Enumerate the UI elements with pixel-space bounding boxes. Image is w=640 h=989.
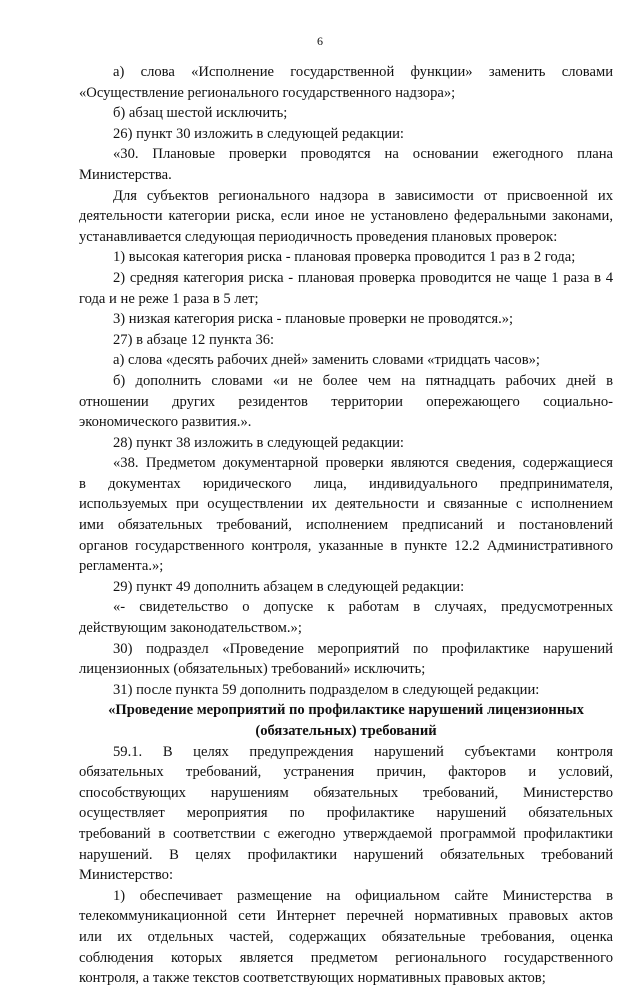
text-line: года и не реже 1 раза в 5 лет; — [79, 290, 259, 307]
text-line: нарушений. В целях профилактики нарушений обязательных требований — [79, 846, 613, 863]
text-line: телекоммуникационной сети Интернет перечней нормативных правовых актов — [79, 908, 613, 925]
document-body — [79, 62, 613, 989]
text-line: б) дополнить словами «и не более чем на пятнадцать рабочих дней в — [113, 372, 613, 389]
text-line: лицензионных (обязательных) требований» исключить; — [79, 661, 426, 678]
text-line: Для субъектов регионального надзора в зависимости от присвоенной их — [113, 187, 613, 204]
text-line: обязательных требований, устранения причин, факторов и условий, — [79, 764, 613, 781]
text-line: 28) пункт 38 изложить в следующей редакции: — [113, 434, 404, 451]
text-line: «- свидетельство о допуске к работам в случаях, предусмотренных — [113, 599, 613, 616]
text-line: а) слова «десять рабочих дней» заменить словами «тридцать часов»; — [113, 352, 540, 369]
section-heading-line: «Проведение мероприятий по профилактике нарушений лицензионных — [108, 702, 584, 719]
text-line: отношении других резидентов территории опережающего социально- — [79, 393, 613, 410]
text-line: регламента.»; — [79, 558, 164, 575]
text-line: используемых при осуществлении их деятельности и связанные с исполнением — [79, 496, 613, 513]
text-line: Министерство: — [79, 867, 174, 884]
text-line: в документах юридического лица, индивидуального предпринимателя, — [79, 475, 613, 492]
text-line: б) абзац шестой исключить; — [113, 105, 288, 122]
page-number: 6 — [317, 34, 323, 48]
text-line: 27) в абзаце 12 пункта 36: — [113, 331, 275, 348]
text-line: «38. Предметом документарной проверки являются сведения, содержащиеся — [113, 455, 613, 472]
text-line: «30. Плановые проверки проводятся на основании ежегодного плана — [113, 146, 613, 163]
text-line: «Осуществление регионального государственного надзора»; — [79, 84, 456, 101]
text-line: а) слова «Исполнение государственной функции» заменить словами — [113, 64, 613, 80]
text-line: 1) обеспечивает размещение на официальном сайте Министерства в — [113, 887, 613, 904]
text-line: осуществляет мероприятия по профилактике нарушений обязательных — [79, 805, 613, 822]
text-line: или их отдельных частей, содержащих обязательные требования, оценка — [79, 928, 613, 945]
text-line: экономического развития.». — [79, 414, 252, 431]
text-line: соблюдения которых является предметом регионального государственного — [79, 949, 613, 966]
section-heading-line: (обязательных) требований — [255, 723, 437, 739]
text-line: 26) пункт 30 изложить в следующей редакции: — [113, 125, 404, 142]
text-line: 29) пункт 49 дополнить абзацем в следующей редакции: — [113, 578, 465, 595]
text-line: способствующих нарушениям обязательных требований, Министерство — [79, 784, 613, 801]
text-line: 31) после пункта 59 дополнить подразделом в следующей редакции: — [113, 681, 540, 698]
text-line: действующим законодательством.»; — [79, 620, 302, 637]
text-line: 3) низкая категория риска - плановые проверки не проводятся.»; — [113, 311, 514, 328]
text-line: Министерства. — [79, 166, 172, 183]
text-line: 2) средняя категория риска - плановая проверка проводится не чаще 1 раза в 4 — [113, 269, 613, 286]
text-line: органов государственного контроля, указанные в пункте 12.2 Административного — [79, 537, 613, 554]
text-line: деятельности категории риска, если иное не установлено федеральными законами, — [79, 208, 613, 225]
text-line: ими обязательных требований, исполнением предписаний и постановлений — [79, 517, 613, 534]
text-line: требований в соответствии с ежегодно утверждаемой программой профилактики — [79, 825, 613, 842]
text-line: 1) высокая категория риска - плановая проверка проводится 1 раз в 2 года; — [113, 249, 576, 266]
text-line: контроля, а также текстов соответствующих нормативных правовых актов; — [79, 970, 546, 987]
text-line: устанавливается следующая периодичность проведения плановых проверок: — [79, 228, 558, 245]
text-line: 30) подраздел «Проведение мероприятий по профилактике нарушений — [113, 640, 613, 657]
text-line: 59.1. В целях предупреждения нарушений субъектами контроля — [113, 743, 613, 760]
